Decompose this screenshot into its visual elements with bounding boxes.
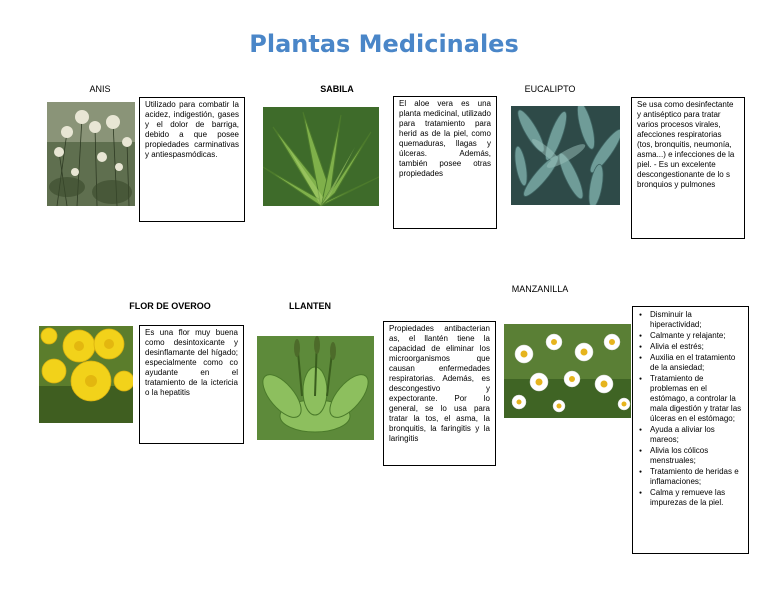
eucalipto-description: Se usa como desinfectante y antiséptico para tratar varios procesos virales, afecciones respiratorias (tos, bronquitis, neumonía, asma...) e infecciones de la piel. - Es un excelente descongestionante de lo s bronquios y pulmones xyxy=(631,97,745,239)
list-item: ● Disminuir la hiperactividad; xyxy=(650,310,743,330)
list-item: ● Ayuda a aliviar los mareos; xyxy=(650,425,743,445)
anis-photo xyxy=(47,102,135,206)
llanten-label: LLANTEN xyxy=(289,301,331,311)
list-item: ● Calma y remueve las impurezas de la piel. xyxy=(650,488,743,508)
sabila-description: El aloe vera es una planta medicinal, utilizado para tratamiento para herid as de la piel, como quemaduras, llagas y úlceras. Además, también posee otras propiedades xyxy=(393,96,497,229)
flor-description: Es una flor muy buena como desintoxicante y desinflamante del hígado; especialmente como co ayudante en el tratamiento de la ictericia o la hepatitis xyxy=(139,325,244,444)
eucalipto-photo xyxy=(511,106,620,205)
list-item: ● Tratamiento de heridas e inflamaciones; xyxy=(650,467,743,487)
page-title: Plantas Medicinales xyxy=(249,30,519,58)
flor-label: FLOR DE OVEROO xyxy=(129,301,211,311)
manzanilla-benefits-list xyxy=(638,310,743,508)
eucalipto-label: EUCALIPTO xyxy=(524,84,576,94)
llanten-photo xyxy=(257,336,374,440)
anis-label: ANIS xyxy=(89,84,111,94)
llanten-description: Propiedades antibacterian as, el llantén tiene la capacidad de eliminar los microorganismos que causan enfermedades respiratorias. Además, es descongestivo y expectorante. Por lo general, se lo usa para tratar la tos, el asma, la bronquitis, la faringitis y la laringitis xyxy=(383,321,496,466)
anis-description: Utilizado para combatir la acidez, indigestión, gases y el dolor de barriga, debido a que posee propiedades carminativas y antiespasmódicas. xyxy=(139,97,245,222)
manzanilla-label: MANZANILLA xyxy=(511,284,569,294)
manzanilla-description xyxy=(632,306,749,554)
list-item: ● Alivia los cólicos menstruales; xyxy=(650,446,743,466)
list-item: ● Auxilia en el tratamiento de la ansiedad; xyxy=(650,353,743,373)
list-item: ● Calmante y relajante; xyxy=(650,331,743,341)
sabila-photo xyxy=(263,107,379,206)
list-item: ● Alivia el estrés; xyxy=(650,342,743,352)
list-item: ● Tratamiento de problemas en el estómago, a controlar la mala digestión y tratar las úlceras en el estómago; xyxy=(650,374,743,424)
manzanilla-photo xyxy=(504,324,631,418)
flor-photo xyxy=(39,326,133,423)
sabila-label: SABILA xyxy=(320,84,354,94)
